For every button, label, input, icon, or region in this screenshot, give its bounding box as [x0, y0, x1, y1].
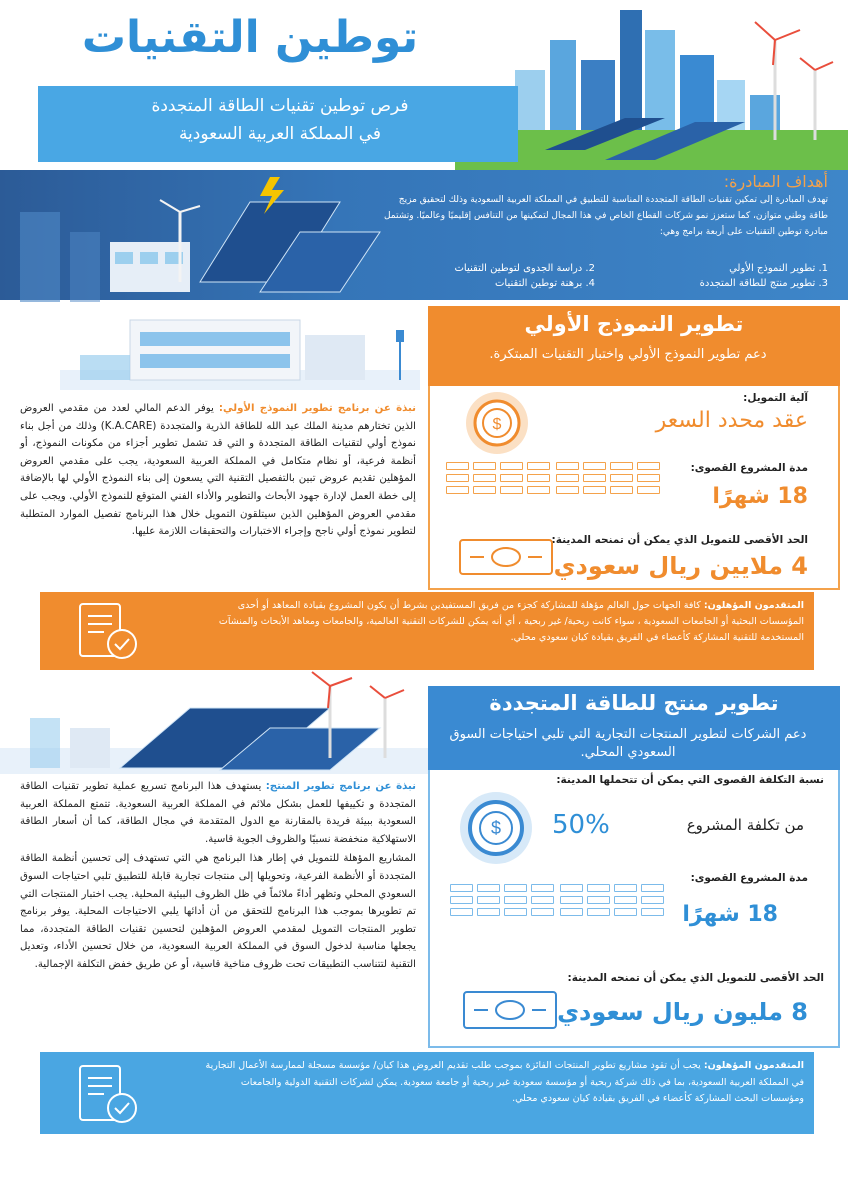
section2-subtitle: دعم الشركات لتطوير المنتجات التجارية التي تلبي احتياجات السوق السعودي المحلي. — [449, 727, 807, 760]
calendar-icon — [556, 462, 660, 494]
section2-description-p2: المشاريع المؤهلة للتمويل في إطار هذا البرنامج هي التي تستهدف إلى تحسين أنظمة الطاقة المتجددة أو الأنظمة الفرعية، وتحويلها إلى منتجات تجارية قابلة للتطبيق تلبي احتياجات السوق السعودي المحلي وتظهر أداءً ملائماً في ظل الظروف البيئية المحلية. يجب اختبار المنتجات التي تم تطويرها بموجب هذا البرنامج للتحقق من أن أدائها يلبي الاحتياجات المحلية. يوفر برنامج تطوير المنتجات التمويل لمقدمي العروض المؤهلين لتحسين تقنيات الطاقة المتجددة، مما يجعلها مناسبة لدخول السوق في المملكة العربية السعودية، من خلال تحسين الأداء، وتعديل التقنية لتتناسب التطبيقات تحت ظروف مناخية قاسية، أو عن طريق خفض التكلفة الإجمالية. — [20, 853, 416, 970]
section2-title: تطوير منتج للطاقة المتجددة — [489, 691, 779, 715]
funding-mechanism-label: آلية التمويل: — [743, 392, 808, 404]
program-item: 2. دراسة الجدوى لتوطين التقنيات — [454, 263, 595, 274]
banknote-icon — [460, 988, 560, 1032]
section1-description — [20, 400, 416, 541]
programs-list — [378, 263, 828, 289]
page-subtitle — [70, 92, 490, 148]
objectives-text: تهدف المبادرة إلى تمكين تقنيات الطاقة المتجددة المناسبة للتطبيق في المملكة العربية السعودية وذلك لتحقيق مزيج طاقة وطني متوازن، كما ستعزز نمو شركات القطاع الخاص في هذا المجال لتمكينها من التنافس إقليميًا وعالميًا. وتشتمل مبادرة توطين التقنيات على أربعة برامج وهي: — [383, 195, 828, 237]
section1-title: تطوير النموذج الأولي — [524, 312, 744, 336]
section1-subtitle: دعم تطوير النموذج الأولي واختبار التقنيات المبتكرة. — [489, 347, 767, 362]
section2-description-lead: نبذة عن برنامج تطوير المنتج: — [265, 781, 417, 792]
subtitle-line-2: في المملكة العربية السعودية — [178, 124, 382, 144]
program-item: 3. تطوير منتج للطاقة المتجددة — [699, 278, 828, 289]
applicants-lead-2: المتقدمون المؤهلون: — [703, 1060, 804, 1071]
program-item: 4. برهنة توطين التقنيات — [495, 278, 595, 289]
section1-description-lead: نبذة عن برنامج تطوير النموذج الأولي: — [218, 403, 416, 414]
document-check-icon — [70, 1060, 150, 1130]
calendar-icon — [450, 884, 554, 916]
svg-text:$: $ — [490, 818, 502, 838]
funding-mechanism-value: عقد محدد السعر — [655, 408, 808, 433]
dollar-coin-icon — [466, 392, 528, 454]
program-item: 1. تطوير النموذج الأولي — [729, 263, 828, 274]
subtitle-line-1: فرص توطين تقنيات الطاقة المتجددة — [151, 96, 409, 116]
project-duration-label: مدة المشروع القصوى: — [690, 462, 808, 474]
project-duration-label: مدة المشروع القصوى: — [690, 872, 808, 884]
project-duration-value: 18 شهرًا — [682, 902, 778, 927]
section2-description-p1: يستهدف هذا البرنامج تسريع عملية تطوير تقنيات الطاقة المتجددة و تكييفها للعمل بشكل ملائم في المملكة العربية السعودية. تتمتع المملكة العربية السعودية ببيئة فريدة بالمقارنة مع الدول المتقدمة في مجال الطاقة، كما أن أسعار الطاقة الاستهلاكية منخفضة نسبيًا والظروف الجوية قاسية. — [20, 781, 416, 845]
max-cost-share-text: من تكلفة المشروع — [686, 816, 804, 834]
max-cost-share-pct: 50% — [552, 810, 610, 840]
dollar-coin-icon — [460, 792, 532, 864]
calendar-icon — [560, 884, 664, 916]
max-funding-label: الحد الأقصى للتمويل الذي يمكن أن تمنحه المدينة: — [567, 972, 824, 984]
section1-description-body: يوفر الدعم المالي لعدد من مقدمي العروض الذين تختارهم مدينة الملك عبد الله للطاقة الذرية والمتجددة (K.A.CARE) وذلك من أجل بناء نموذج أولي لتقنيات الطاقة المتجددة و التي قد تشمل تطوير أجزاء من مكونات النموذج، أو أنظمة فرعية، أو نظام متكامل في المملكة العربية السعودية، يجب على مقدمي العروض المؤهلين تقديم عروض تبين بالتفصيل التقنية التي يسعون إلى بناء النموذج الأولي لها بالإضافة إلى خطة العمل لإدارة جهود الأبحاث والتطوير والأداء الفني المتوقع للنموذج الأولي. ويجب على مقدمي العروض المؤهلين الذين سيتلقون التمويل خلال هذا البرنامج تفصيل الموارد المتطلبة لتطوير نموذج أولي ناجح وإجراء الاختبارات والتحقيقات اللازمة عليها. — [20, 403, 416, 538]
applicants-text-2 — [200, 1058, 804, 1108]
svg-text:$: $ — [492, 416, 502, 433]
solar-wind-illustration — [0, 668, 470, 774]
calendar-icon — [446, 462, 550, 494]
applicants-text-1 — [200, 598, 804, 646]
objectives-title: أهداف المبادرة: — [723, 172, 828, 191]
applicants-body-1: كافة الجهات حول العالم مؤهلة للمشاركة كجزء من فريق المستفيدين بشرط أن يكون المشروع بقيادة المعاهد أو أحدى المؤسسات البحثية أو الجامعات السعودية ، سواء كانت ربحية/ غير ربحية ، أي أنه يمكن للشركات التقنية العالمية، والجامعات ومعاهد الأبحاث والمنشآت المستخدمة للتقنية المشاركة كأعضاء في الفريق بقيادة كيان سعودي محلي. — [218, 600, 804, 643]
max-funding-label: الحد الأقصى للتمويل الذي يمكن أن تمنحه المدينة: — [551, 534, 808, 546]
banknote-icon — [456, 536, 556, 578]
max-cost-share-label: نسبة التكلفة القصوى التي يمكن أن تتحملها المدينة: — [556, 774, 824, 786]
page-title: توطين التقنيات — [81, 12, 419, 63]
project-duration-value: 18 شهرًا — [712, 484, 808, 509]
applicants-lead-1: المتقدمون المؤهلون: — [703, 600, 804, 611]
applicants-body-2: يجب أن تقود مشاريع تطوير المنتجات الفائزة بموجب طلب تقديم العروض هذا كيان/ مؤسسة مسجلة لممارسة الأعمال التجارية في المملكة العربية السعودية، بما في ذلك شركة ربحية أو مؤسسة سعودية غير ربحية أو جامعة سعودية. يمكن لشركات التقنية الدولية والجامعات ومؤسسات البحث المشاركة كأعضاء في الفريق بقيادة كيان سعودي محلي. — [205, 1060, 804, 1104]
section2-description — [20, 778, 416, 974]
solar-plant-illustration — [0, 172, 400, 302]
max-funding-value: 8 مليون ريال سعودي — [557, 998, 808, 1026]
building-illustration — [20, 300, 420, 390]
document-check-icon — [70, 598, 150, 666]
max-funding-value: 4 ملايين ريال سعودي — [553, 552, 808, 580]
